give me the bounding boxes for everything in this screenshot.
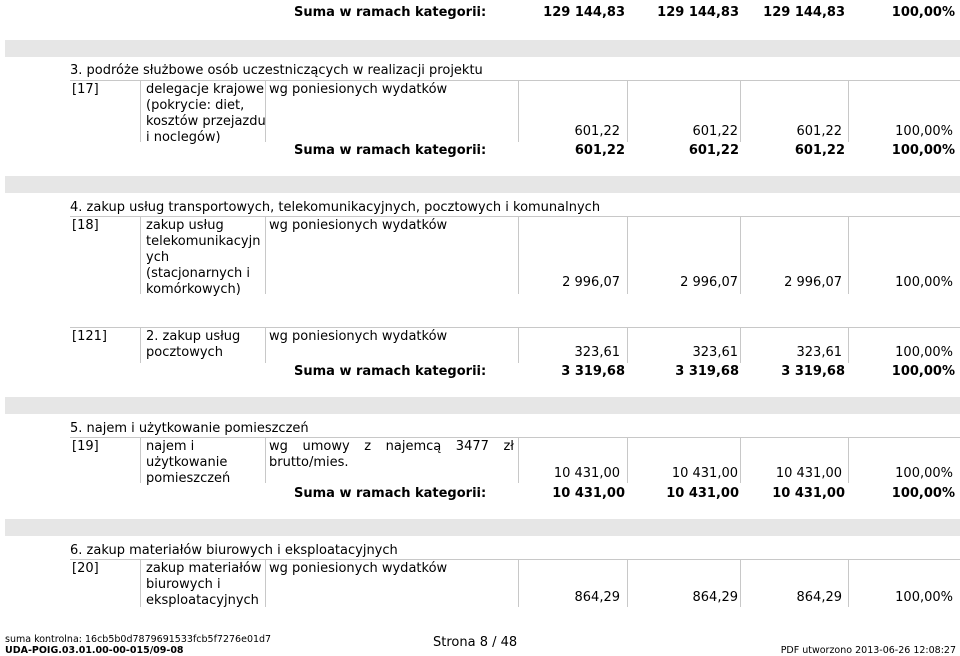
section-separator	[5, 176, 960, 193]
column-divider	[848, 80, 849, 142]
column-divider	[265, 559, 266, 607]
column-divider	[848, 437, 849, 483]
column-divider	[265, 216, 266, 294]
column-divider	[627, 80, 628, 142]
item-id: [19]	[72, 439, 99, 454]
item-value-2: 864,29	[692, 590, 738, 605]
item-value-1: 2 996,07	[562, 275, 620, 290]
item-value-1: 10 431,00	[553, 466, 620, 481]
item-percent: 100,00%	[895, 345, 953, 360]
column-divider	[518, 437, 519, 483]
section-heading: 3. podróże służbowe osób uczestniczących w realizacji projektu	[70, 63, 483, 78]
item-id: [20]	[72, 561, 99, 576]
item-value-3: 323,61	[796, 345, 842, 360]
item-name: zakup usług telekomunikacyjn ych (stacjonarnych i komórkowych)	[146, 218, 261, 297]
item-value-3: 10 431,00	[775, 466, 842, 481]
column-divider	[140, 80, 141, 142]
sum-value-2: 10 431,00	[666, 486, 739, 501]
column-divider	[265, 327, 266, 363]
item-value-1: 864,29	[574, 590, 620, 605]
item-id: [121]	[72, 329, 107, 344]
item-value-2: 10 431,00	[671, 466, 738, 481]
item-value-2: 601,22	[692, 124, 738, 139]
section-heading: 5. najem i użytkowanie pomieszczeń	[70, 421, 309, 436]
item-name: 2. zakup usług pocztowych	[146, 329, 241, 360]
row-divider	[70, 437, 960, 438]
footer-project-code: UDA-POIG.03.01.00-00-015/09-08	[5, 645, 184, 656]
footer-checksum: suma kontrolna: 16cb5b0d7879691533fcb5f7276e01d7	[5, 634, 272, 645]
sum-value-2: 129 144,83	[657, 5, 739, 20]
column-divider	[848, 559, 849, 607]
sum-label: Suma w ramach kategorii:	[294, 486, 487, 501]
sum-percent: 100,00%	[891, 364, 955, 379]
item-value-3: 864,29	[796, 590, 842, 605]
column-divider	[140, 327, 141, 363]
item-basis: wg poniesionych wydatków	[269, 561, 448, 576]
sum-value-1: 601,22	[574, 143, 625, 158]
row-divider	[70, 559, 960, 560]
item-basis: wg poniesionych wydatków	[269, 329, 448, 344]
item-value-1: 601,22	[574, 124, 620, 139]
section-heading: 6. zakup materiałów biurowych i eksploatacyjnych	[70, 543, 398, 558]
column-divider	[627, 327, 628, 363]
sum-percent: 100,00%	[891, 143, 955, 158]
sum-percent: 100,00%	[891, 5, 955, 20]
sum-percent: 100,00%	[891, 486, 955, 501]
item-percent: 100,00%	[895, 124, 953, 139]
item-percent: 100,00%	[895, 590, 953, 605]
sum-value-2: 3 319,68	[675, 364, 739, 379]
column-divider	[627, 437, 628, 483]
column-divider	[518, 216, 519, 294]
sum-label: Suma w ramach kategorii:	[294, 364, 487, 379]
section-separator	[5, 519, 960, 536]
row-divider	[70, 216, 960, 217]
item-basis: wg umowy z najemcą 3477 zł brutto/mies.	[269, 439, 514, 470]
item-basis: wg poniesionych wydatków	[269, 82, 448, 97]
item-basis: wg poniesionych wydatków	[269, 218, 448, 233]
column-divider	[518, 559, 519, 607]
column-divider	[627, 559, 628, 607]
item-value-2: 2 996,07	[680, 275, 738, 290]
row-divider	[70, 80, 960, 81]
item-value-1: 323,61	[574, 345, 620, 360]
item-value-3: 601,22	[796, 124, 842, 139]
item-id: [17]	[72, 82, 99, 97]
column-divider	[140, 559, 141, 607]
item-name: najem i użytkowanie pomieszczeń	[146, 439, 231, 486]
column-divider	[848, 327, 849, 363]
sum-value-1: 3 319,68	[561, 364, 625, 379]
footer-created: PDF utworzono 2013-06-26 12:08:27	[780, 645, 956, 656]
item-percent: 100,00%	[895, 275, 953, 290]
sum-label: Suma w ramach kategorii:	[294, 5, 487, 20]
section-separator	[5, 397, 960, 414]
item-value-2: 323,61	[692, 345, 738, 360]
sum-label: Suma w ramach kategorii:	[294, 143, 487, 158]
column-divider	[140, 216, 141, 294]
row-divider	[70, 327, 960, 328]
item-percent: 100,00%	[895, 466, 953, 481]
item-name: zakup materiałów biurowych i eksploatacyjnych	[146, 561, 262, 608]
section-separator	[5, 40, 960, 57]
sum-value-3: 601,22	[794, 143, 845, 158]
column-divider	[627, 216, 628, 294]
column-divider	[518, 327, 519, 363]
footer-page-number: Strona 8 / 48	[433, 635, 518, 650]
sum-value-1: 129 144,83	[543, 5, 625, 20]
column-divider	[140, 437, 141, 483]
column-divider	[265, 437, 266, 483]
section-heading: 4. zakup usług transportowych, telekomunikacyjnych, pocztowych i komunalnych	[70, 200, 601, 215]
item-value-3: 2 996,07	[784, 275, 842, 290]
sum-value-3: 3 319,68	[781, 364, 845, 379]
item-id: [18]	[72, 218, 99, 233]
sum-value-3: 129 144,83	[763, 5, 845, 20]
sum-value-2: 601,22	[688, 143, 739, 158]
column-divider	[518, 80, 519, 142]
sum-value-3: 10 431,00	[772, 486, 845, 501]
column-divider	[848, 216, 849, 294]
sum-value-1: 10 431,00	[552, 486, 625, 501]
item-name: delegacje krajowe (pokrycie: diet, kosztów przejazdu i noclegów)	[146, 82, 266, 145]
